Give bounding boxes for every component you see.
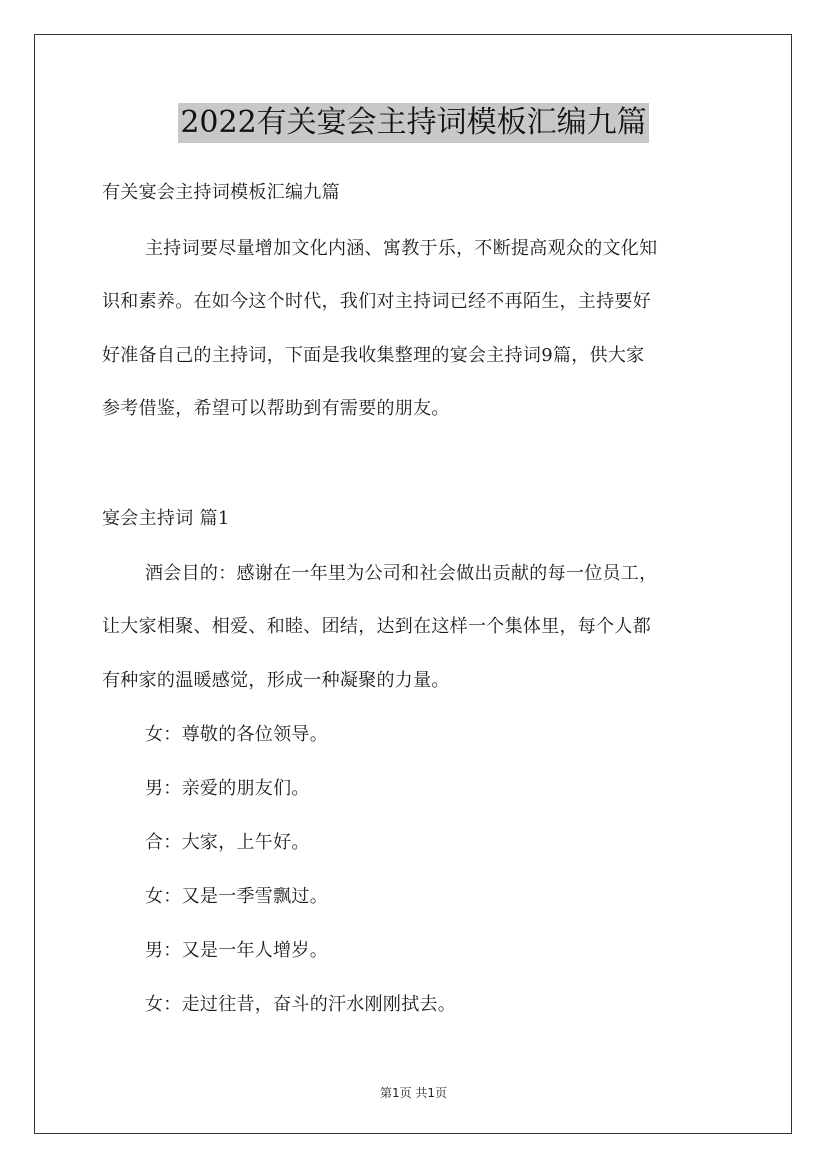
section-line-2: 让大家相聚、相爱、和睦、团结，达到在这样一个集体里，每个人都 [102, 616, 651, 637]
intro-line-4: 参考借鉴，希望可以帮助到有需要的朋友。 [102, 398, 450, 419]
dialogue-line-3: 合：大家，上午好。 [145, 832, 310, 853]
dialogue-line-6: 女：走过往昔，奋斗的汗水刚刚拭去。 [145, 994, 457, 1015]
section-line-1: 酒会目的：感谢在一年里为公司和社会做出贡献的每一位员工， [145, 563, 658, 584]
intro-line-3: 好准备自己的主持词，下面是我收集整理的宴会主持词9篇，供大家 [102, 345, 645, 366]
dialogue-line-5: 男：又是一年人增岁。 [145, 940, 328, 961]
document-subtitle: 有关宴会主持词模板汇编九篇 [102, 182, 340, 203]
section-line-3: 有种家的温暖感觉，形成一种凝聚的力量。 [102, 670, 450, 691]
dialogue-line-2: 男：亲爱的朋友们。 [145, 778, 310, 799]
intro-line-2: 识和素养。在如今这个时代，我们对主持词已经不再陌生，主持要好 [102, 291, 651, 312]
dialogue-line-4: 女：又是一季雪飘过。 [145, 886, 328, 907]
dialogue-line-1: 女：尊敬的各位领导。 [145, 724, 328, 745]
title-container [0, 103, 827, 143]
page-footer: 第1页 共1页 [379, 1086, 448, 1100]
intro-line-1: 主持词要尽量增加文化内涵、寓教于乐，不断提高观众的文化知 [145, 238, 658, 259]
section-heading: 宴会主持词 篇1 [102, 508, 230, 529]
document-title: 2022有关宴会主持词模板汇编九篇 [178, 103, 648, 143]
